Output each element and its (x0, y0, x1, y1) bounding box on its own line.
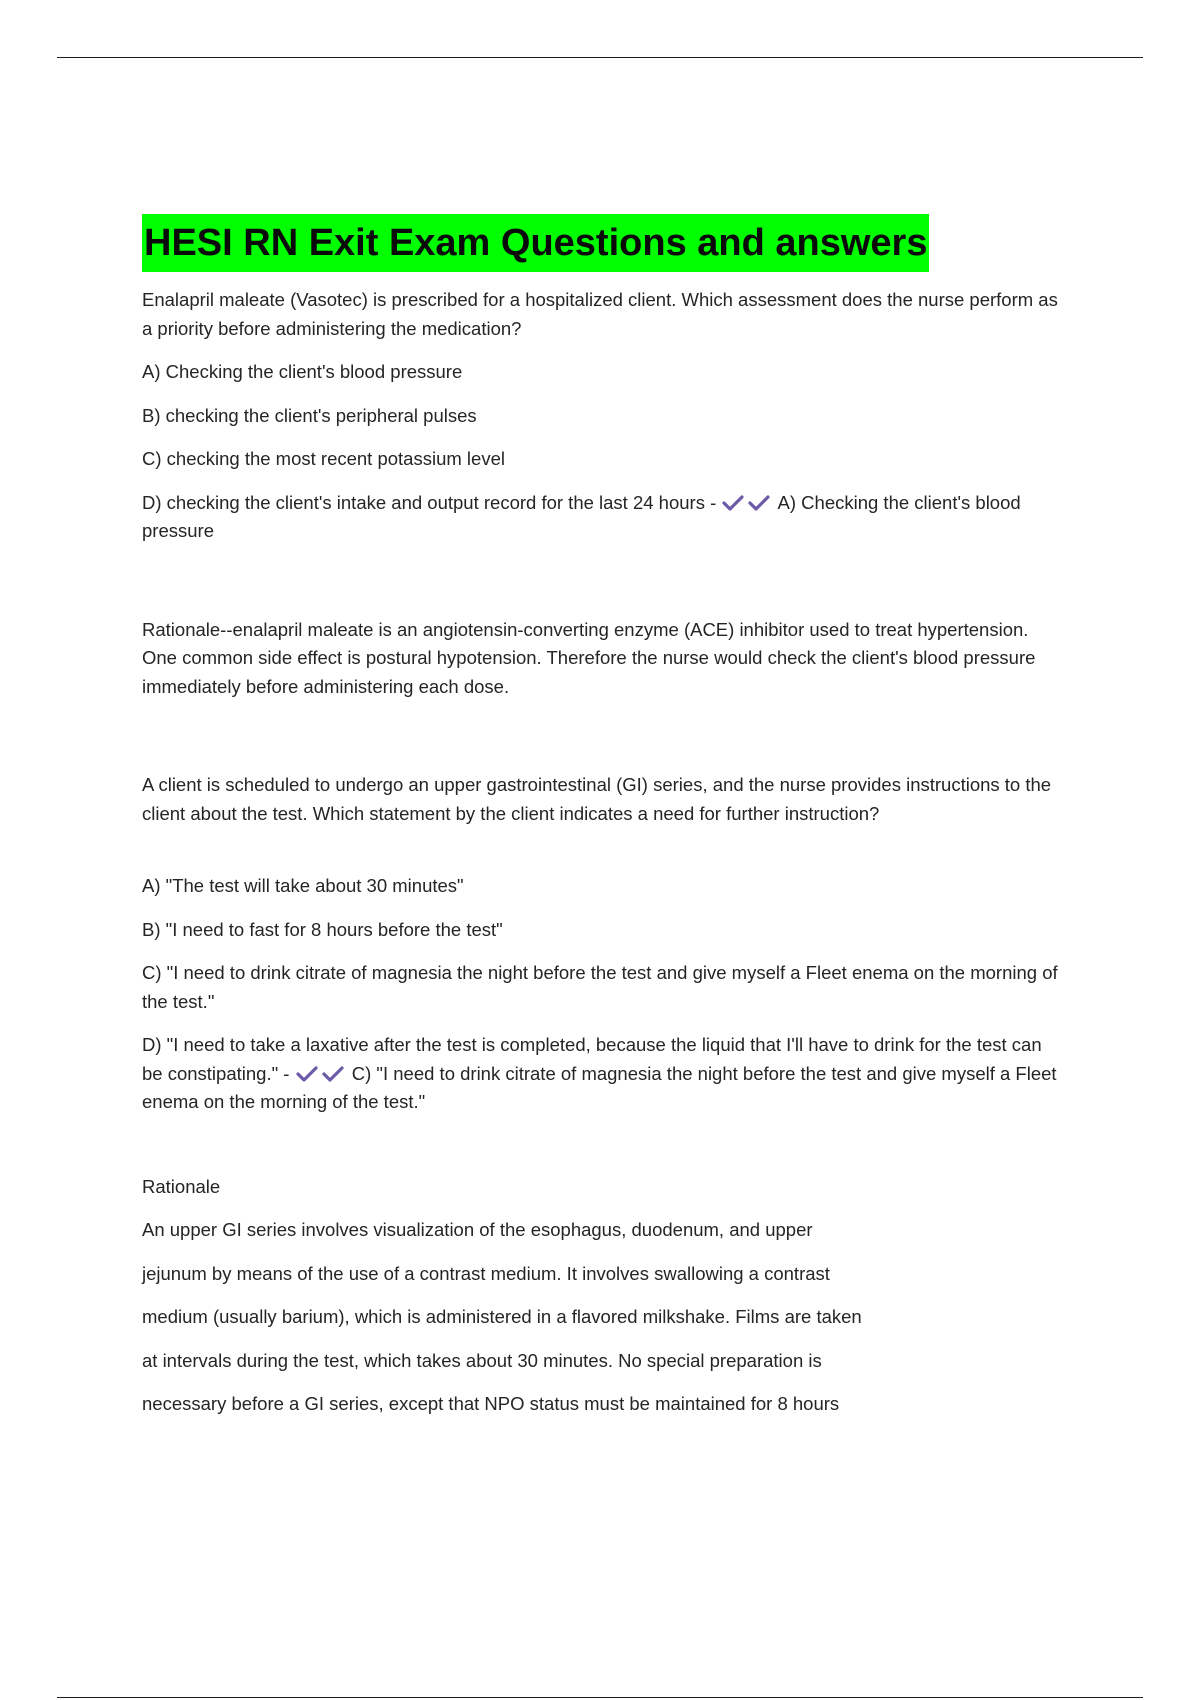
question-2-rationale-line: medium (usually barium), which is administered in a flavored milkshake. Films are taken (142, 1306, 862, 1327)
question-1-option-c: C) checking the most recent potassium level (142, 448, 505, 469)
checkmark-icon (721, 494, 745, 512)
question-1-option-d-with-answer (142, 489, 1062, 546)
question-2-answer: C) "I need to drink citrate of magnesia the night before the test and give myself a Fleet enema on the morning of the test." (142, 1062, 1057, 1112)
top-rule (57, 57, 1143, 58)
question-2-option-c: C) "I need to drink citrate of magnesia the night before the test and give myself a Fleet enema on the morning of the test." (142, 962, 1058, 1012)
question-2-option-b: B) "I need to fast for 8 hours before the test" (142, 918, 503, 940)
question-1-option-b: B) checking the client's peripheral pulses (142, 404, 477, 426)
bottom-rule (57, 1697, 1143, 1698)
question-2-option-d-with-answer (142, 1031, 1062, 1117)
question-1-text: Enalapril maleate (Vasotec) is prescribed for a hospitalized client. Which assessment does the nurse perform as a priority before administering the medication? (142, 289, 1058, 339)
question-2-option-d: D) "I need to take a laxative after the test is completed, because the liquid that I'll have to drink for the test can be constipating." - (142, 1034, 1042, 1084)
question-2-rationale-line: jejunum by means of the use of a contrast medium. It involves swallowing a contrast (142, 1262, 830, 1284)
question-2-rationale-title: Rationale (142, 1175, 221, 1197)
question-2-option-a: A) "The test will take about 30 minutes" (142, 875, 464, 896)
question-1-option-d: D) checking the client's intake and output record for the last 24 hours - (142, 491, 717, 513)
checkmark-icon (295, 1065, 319, 1083)
question-1-option-a: A) Checking the client's blood pressure (142, 361, 463, 382)
question-1-rationale: Rationale--enalapril maleate is an angiotensin-converting enzyme (ACE) inhibitor used to treat hypertension. One common side effect is postural hypotension. Therefore the nurse would check the client's blood pressure immediately before administering each dose. (142, 618, 1036, 697)
question-2-text: A client is scheduled to undergo an upper gastrointestinal (GI) series, and the nurse provides instructions to the client about the test. Which statement by the client indicates a need for further instruction? (142, 774, 1052, 824)
checkmark-icon (321, 1065, 345, 1083)
document-title: HESI RN Exit Exam Questions and answers (142, 214, 929, 272)
document-body (142, 214, 1062, 1434)
question-1-answer: A) Checking the client's blood pressure (142, 491, 1021, 541)
question-2-rationale-line: An upper GI series involves visualization of the esophagus, duodenum, and upper (142, 1219, 813, 1240)
checkmark-icon (747, 494, 771, 512)
question-2-rationale-line: necessary before a GI series, except that NPO status must be maintained for 8 hours (142, 1393, 840, 1414)
question-2-rationale-line: at intervals during the test, which takes about 30 minutes. No special preparation is (142, 1349, 822, 1371)
